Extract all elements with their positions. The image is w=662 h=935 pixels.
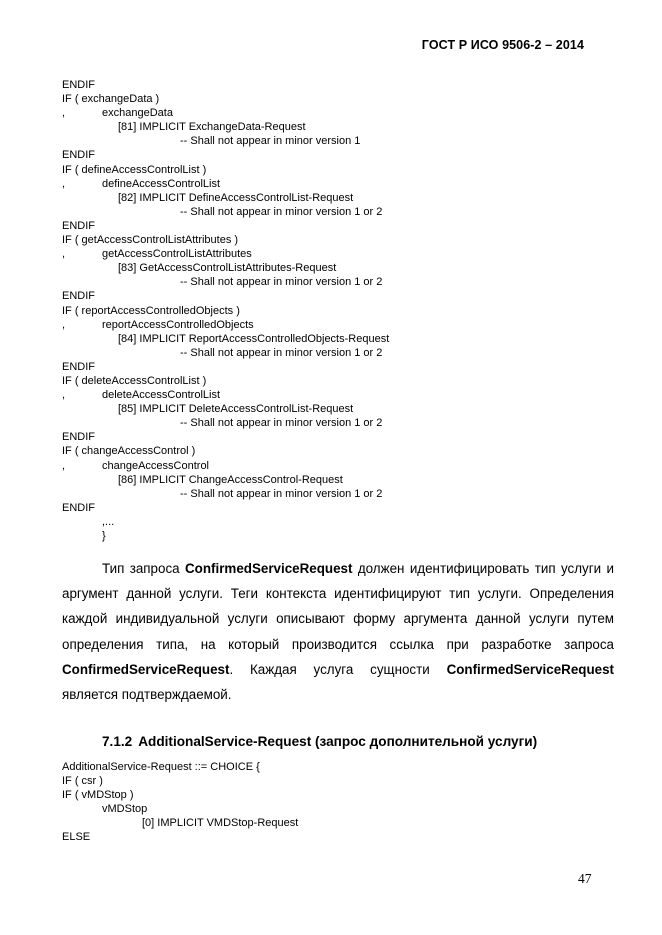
paragraph-text-part: Тип запроса (102, 561, 185, 576)
page-number: 47 (578, 871, 592, 886)
code-line-text: [0] IMPLICIT VMDStop-Request (142, 817, 299, 830)
code-line-text: [86] IMPLICIT ChangeAccessControl-Request (118, 473, 343, 486)
code-line (62, 374, 389, 388)
code-line-text: IF ( getAccessControlListAttributes ) (62, 234, 239, 247)
code-line-text: IF ( defineAccessControlList ) (62, 163, 207, 176)
code-line (62, 360, 389, 374)
section-number: 7.1.2 (102, 734, 133, 749)
code-line-text: exchangeData (102, 107, 173, 120)
code-line-text: ENDIF (62, 360, 95, 373)
code-line-text: IF ( exchangeData ) (62, 93, 160, 106)
code-line-text: IF ( deleteAccessControlList ) (62, 374, 207, 387)
code-line (62, 529, 389, 543)
code-line-text: ENDIF (62, 290, 95, 303)
code-line-text: AdditionalService-Request ::= CHOICE { (62, 761, 260, 773)
code-line-text: [84] IMPLICIT ReportAccessControlledObjects-Request (118, 332, 390, 345)
code-line (62, 163, 389, 177)
code-line (62, 487, 389, 501)
code-line (62, 416, 389, 430)
code-line (62, 177, 389, 191)
code-line (62, 134, 389, 148)
code-line-text: -- Shall not appear in minor version 1 or 2 (180, 487, 383, 500)
code-comma: , (62, 459, 66, 472)
code-line-text: ENDIF (62, 79, 95, 91)
code-line (62, 275, 389, 289)
code-line (62, 788, 298, 802)
asn1-code-block-top (62, 78, 389, 543)
paragraph-text-part: является подтверждаемой. (62, 687, 232, 703)
code-line-text: [81] IMPLICIT ExchangeData-Request (118, 121, 306, 134)
code-line (62, 760, 298, 774)
code-line (62, 261, 389, 275)
code-comma: , (62, 107, 66, 120)
code-line-text: getAccessControlListAttributes (102, 248, 252, 261)
code-line (62, 430, 389, 444)
code-line (62, 106, 389, 120)
code-line (62, 92, 389, 106)
code-line (62, 402, 389, 416)
body-paragraph (62, 556, 614, 707)
code-line (62, 774, 298, 788)
code-line (62, 802, 298, 816)
code-line (62, 501, 389, 515)
code-line (62, 515, 389, 529)
code-line (62, 148, 389, 162)
code-line-text: [83] GetAccessControlListAttributes-Request (118, 262, 337, 275)
code-line (62, 120, 389, 134)
term-confirmed-service-request: ConfirmedServiceRequest (446, 661, 614, 677)
code-line (62, 459, 389, 473)
code-line-text: IF ( changeAccessControl ) (62, 445, 196, 458)
code-line-text: changeAccessControl (102, 459, 210, 472)
code-line-text: ENDIF (62, 219, 95, 232)
code-line (62, 78, 389, 92)
code-line-text: deleteAccessControlList (102, 389, 221, 402)
code-line-text: ENDIF (62, 501, 95, 514)
code-line (62, 191, 389, 205)
paragraph-text (62, 556, 614, 707)
code-line-text: -- Shall not appear in minor version 1 or 2 (180, 417, 383, 430)
code-line (62, 205, 389, 219)
asn1-code-block-bottom (62, 760, 298, 845)
code-line-text: reportAccessControlledObjects (102, 318, 254, 331)
code-line (62, 289, 389, 303)
code-line (62, 318, 389, 332)
code-line (62, 332, 389, 346)
page-header: ГОСТ Р ИСО 9506-2 – 2014 (421, 38, 584, 52)
code-line-text: -- Shall not appear in minor version 1 (180, 135, 361, 148)
term-confirmed-service-request: ConfirmedServiceRequest (185, 561, 353, 576)
code-line (62, 219, 389, 233)
code-line-text: IF ( reportAccessControlledObjects ) (62, 304, 240, 317)
code-line-text: ENDIF (62, 149, 95, 162)
code-line-text: defineAccessControlList (102, 177, 221, 190)
code-line (62, 388, 389, 402)
code-comma: , (62, 389, 66, 402)
code-line-text: ELSE (62, 831, 91, 844)
code-line-text: } (102, 530, 106, 542)
section-heading (102, 734, 537, 749)
code-line (62, 444, 389, 458)
code-line (62, 247, 389, 261)
section-title: AdditionalService-Request (138, 734, 312, 749)
code-line-text: IF ( vMDStop ) (62, 789, 134, 802)
code-line (62, 233, 389, 247)
paragraph-text-part: должен идентифицировать тип услуги и аргумент данной услуги. Теги контекста идентифицируют тип услуги. Определения каждой индивидуальной услуги описывают форму аргумента данной услуги путем определения типа, на который производится ссылка при разработке запроса (62, 561, 614, 652)
code-line (62, 346, 389, 360)
code-line-text: ENDIF (62, 431, 95, 444)
code-line-text: -- Shall not appear in minor version 1 or 2 (180, 276, 383, 289)
code-comma: , (62, 318, 66, 331)
code-line-text: [82] IMPLICIT DefineAccessControlList-Request (118, 191, 354, 204)
code-line (62, 830, 298, 844)
code-line (62, 304, 389, 318)
code-comma: , (62, 177, 66, 190)
code-line-text: -- Shall not appear in minor version 1 or 2 (180, 205, 383, 218)
code-line-text: -- Shall not appear in minor version 1 or 2 (180, 346, 383, 359)
code-line-text: ,... (102, 515, 115, 528)
term-confirmed-service-request: ConfirmedServiceRequest (62, 661, 230, 677)
section-subtitle: (запрос дополнительной услуги) (315, 734, 538, 749)
code-comma: , (62, 248, 66, 261)
code-line-text: [85] IMPLICIT DeleteAccessControlList-Request (118, 403, 354, 416)
code-line (62, 816, 298, 830)
paragraph-text-part: . Каждая услуга сущности (229, 661, 447, 677)
code-line (62, 473, 389, 487)
code-line-text: vMDStop (102, 803, 148, 816)
code-line-text: IF ( csr ) (62, 775, 103, 788)
